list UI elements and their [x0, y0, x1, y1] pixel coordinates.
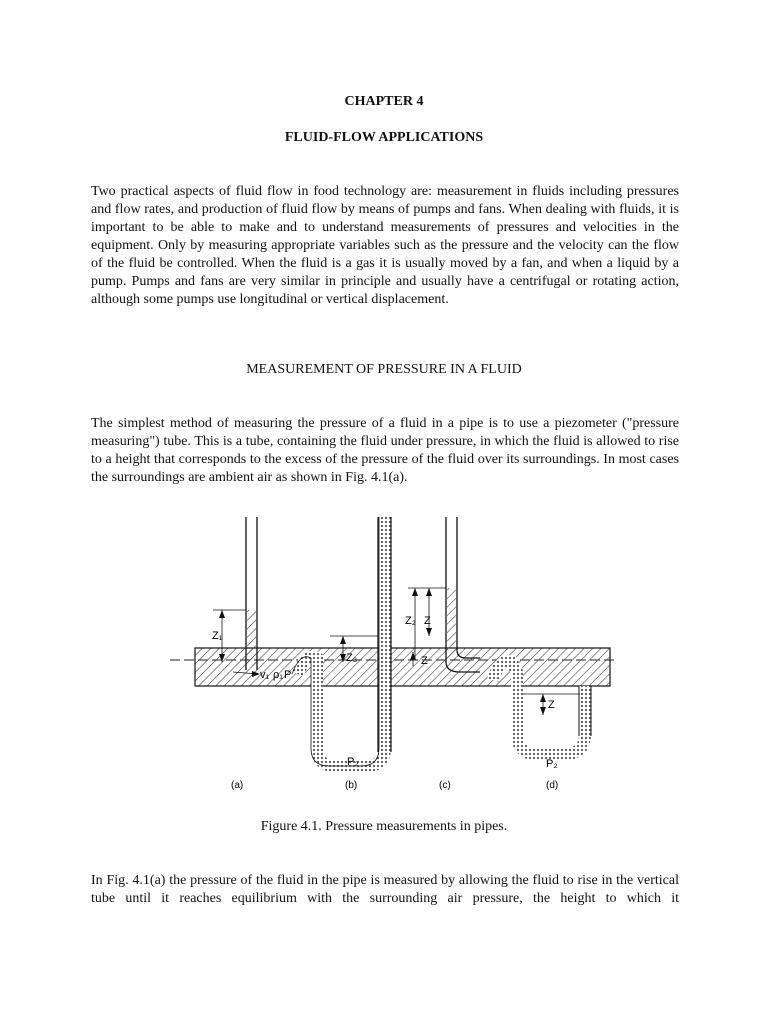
label-z3: Z₃ — [346, 652, 358, 664]
label-rho1: ρ₁ — [273, 669, 283, 681]
panel-label-a: (a) — [231, 780, 244, 791]
panel-label-c: (c) — [439, 780, 451, 791]
section-heading: MEASUREMENT OF PRESSURE IN A FLUID — [246, 362, 522, 377]
manometer-b — [292, 517, 391, 766]
label-p2-b: P₂ — [347, 756, 359, 768]
label-v1: v₁ — [260, 669, 270, 681]
piezometer-a — [213, 517, 257, 670]
label-z1: Z₁ — [212, 630, 223, 642]
label-z-c: Z — [424, 615, 431, 627]
panel-label-d: (d) — [546, 780, 559, 791]
panel-label-b: (b) — [345, 780, 358, 791]
chapter-number: CHAPTER 4 — [344, 94, 424, 109]
intro-paragraph: Two practical aspects of fluid flow in food technology are: measurement in fluids including pressures and flow rates, and production of fluid flow by means of pumps and fans. When dealing with fluids, it is important to be able to make and to understand measurements of pressures and velocities in the equipment. Only by measuring appropriate variables such as the pressure and the velocity can the flow of the fluid be controlled. When the fluid is a gas it is usually moved by a fan, and when a liquid by a pump. Pumps and fans are very similar in principle and usually have a centrifugal or rotating action, although some pumps use longitudinal or vertical displacement. — [91, 184, 679, 307]
label-z2: Z₂ — [405, 615, 416, 627]
section-paragraph: The simplest method of measuring the pressure of a fluid in a pipe is to use a piezometer ("pressure measuring") tube. This is a tube, containing the fluid under pressure, in which the fluid is allowed to rise to a height that corresponds to the excess of the pressure of the fluid over its surroundings. In most cases the surroundings are ambient air as shown in Fig. 4.1(a). — [91, 416, 679, 485]
label-p2-d: P₂ — [546, 758, 558, 770]
chapter-title: FLUID-FLOW APPLICATIONS — [284, 130, 484, 145]
pressure-measurement-figure — [160, 512, 620, 792]
label-p: P — [284, 669, 292, 681]
label-z-small: Z — [421, 655, 428, 667]
figure-caption: Figure 4.1. Pressure measurements in pipes. — [260, 819, 508, 834]
label-z-d: Z — [548, 699, 555, 711]
bottom-paragraph: In Fig. 4.1(a) the pressure of the fluid in the pipe is measured by allowing the fluid to rise in the vertical tube until it reaches equilibrium with the surrounding air pressure, the height to which it — [91, 873, 679, 906]
